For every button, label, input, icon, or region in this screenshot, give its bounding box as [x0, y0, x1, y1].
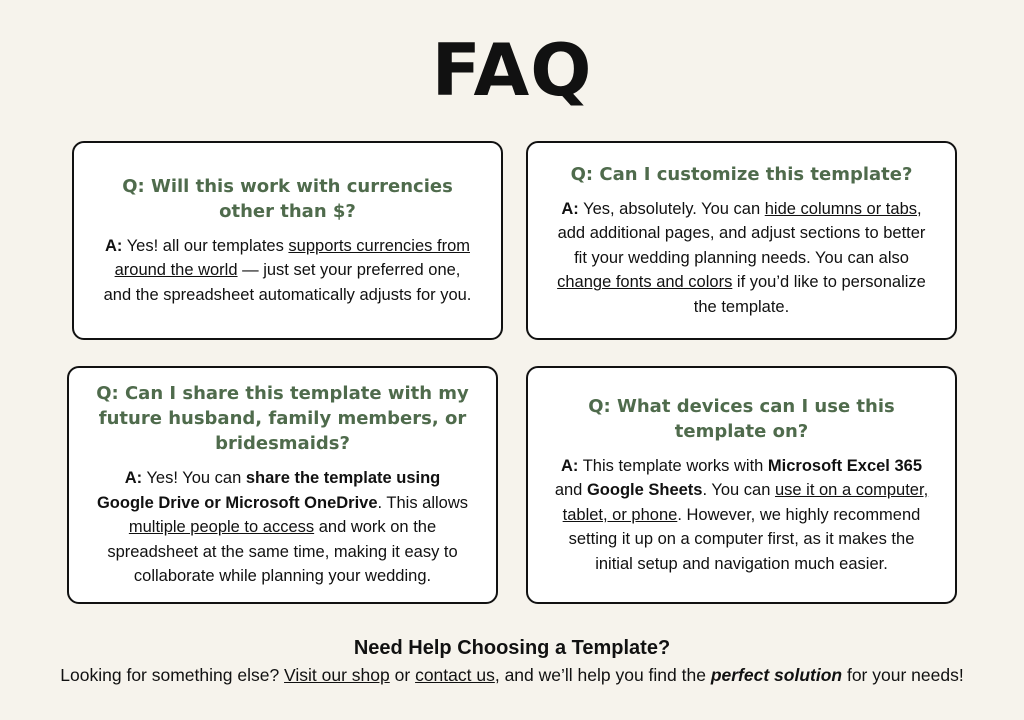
answer-text: , add additional pages, and adjust sections to better fit your wedding planning needs. You can also	[557, 199, 926, 267]
answer-text: Yes, absolutely. You can	[578, 199, 765, 218]
footer-text-part: for your needs!	[842, 665, 964, 685]
faq-answer	[554, 197, 929, 320]
faq-answer	[95, 466, 470, 589]
answer-bold: share the template using Google Drive or Microsoft OneDrive	[96, 469, 441, 512]
answer-text: Yes! You can	[142, 469, 246, 488]
footer-text-part: , and we’ll help you find the	[494, 665, 711, 685]
answer-label: A:	[104, 236, 123, 255]
visit-shop-link[interactable]: Visit our shop	[284, 665, 390, 685]
faq-question: Q: Can I customize this template?	[570, 163, 913, 185]
answer-text: . You can	[702, 481, 775, 500]
faq-question: Q: Will this work with currencies other than $?	[122, 175, 453, 222]
answer-text: and	[554, 481, 587, 500]
faq-answer	[100, 234, 475, 308]
answer-label: A:	[561, 199, 579, 218]
link-devices[interactable]: use it on a computer, tablet, or phone	[562, 481, 929, 524]
link-supports-currencies[interactable]: supports currencies from around the world	[114, 236, 470, 280]
answer-text: — just set your preferred one, and the spreadsheet automatically adjusts for you.	[103, 261, 472, 304]
page-title: FAQ	[431, 28, 593, 112]
footer-title: Need Help Choosing a Template?	[353, 637, 671, 659]
answer-text: Yes! all our templates	[122, 236, 289, 255]
footer-emphasis: perfect solution	[710, 665, 843, 685]
faq-question: Q: Can I share this template with my future husband, family members, or bridesmaids?	[96, 383, 469, 455]
footer-text	[0, 665, 1024, 686]
contact-us-link[interactable]: contact us	[415, 665, 495, 685]
faq-card-devices	[526, 366, 957, 604]
faq-answer	[554, 454, 929, 577]
answer-text: . However, we highly recommend setting it up on a computer first, as it makes the initial setup and navigation much easier.	[568, 505, 921, 573]
link-hide-columns[interactable]: hide columns or tabs	[764, 199, 917, 218]
faq-card-currencies	[72, 141, 503, 340]
faq-question: Q: What devices can I use this template on?	[588, 395, 895, 442]
answer-bold: Google Sheets	[586, 481, 703, 500]
faq-card-customize	[526, 141, 957, 340]
footer-text-part: or	[389, 665, 416, 685]
answer-label: A:	[560, 456, 579, 475]
link-multiple-people[interactable]: multiple people to access	[128, 518, 315, 537]
footer-text-part: Looking for something else?	[60, 665, 285, 685]
answer-text: . This allows	[377, 493, 469, 512]
answer-text: This template works with	[578, 456, 768, 475]
answer-text: if you’d like to personalize the template.	[693, 273, 926, 316]
answer-text: and work on the spreadsheet at the same time, making it easy to collaborate while planning your wedding.	[107, 518, 458, 586]
faq-card-share	[67, 366, 498, 604]
answer-bold: Microsoft Excel 365	[767, 456, 922, 475]
answer-label: A:	[124, 469, 143, 488]
link-change-fonts[interactable]: change fonts and colors	[557, 273, 733, 292]
